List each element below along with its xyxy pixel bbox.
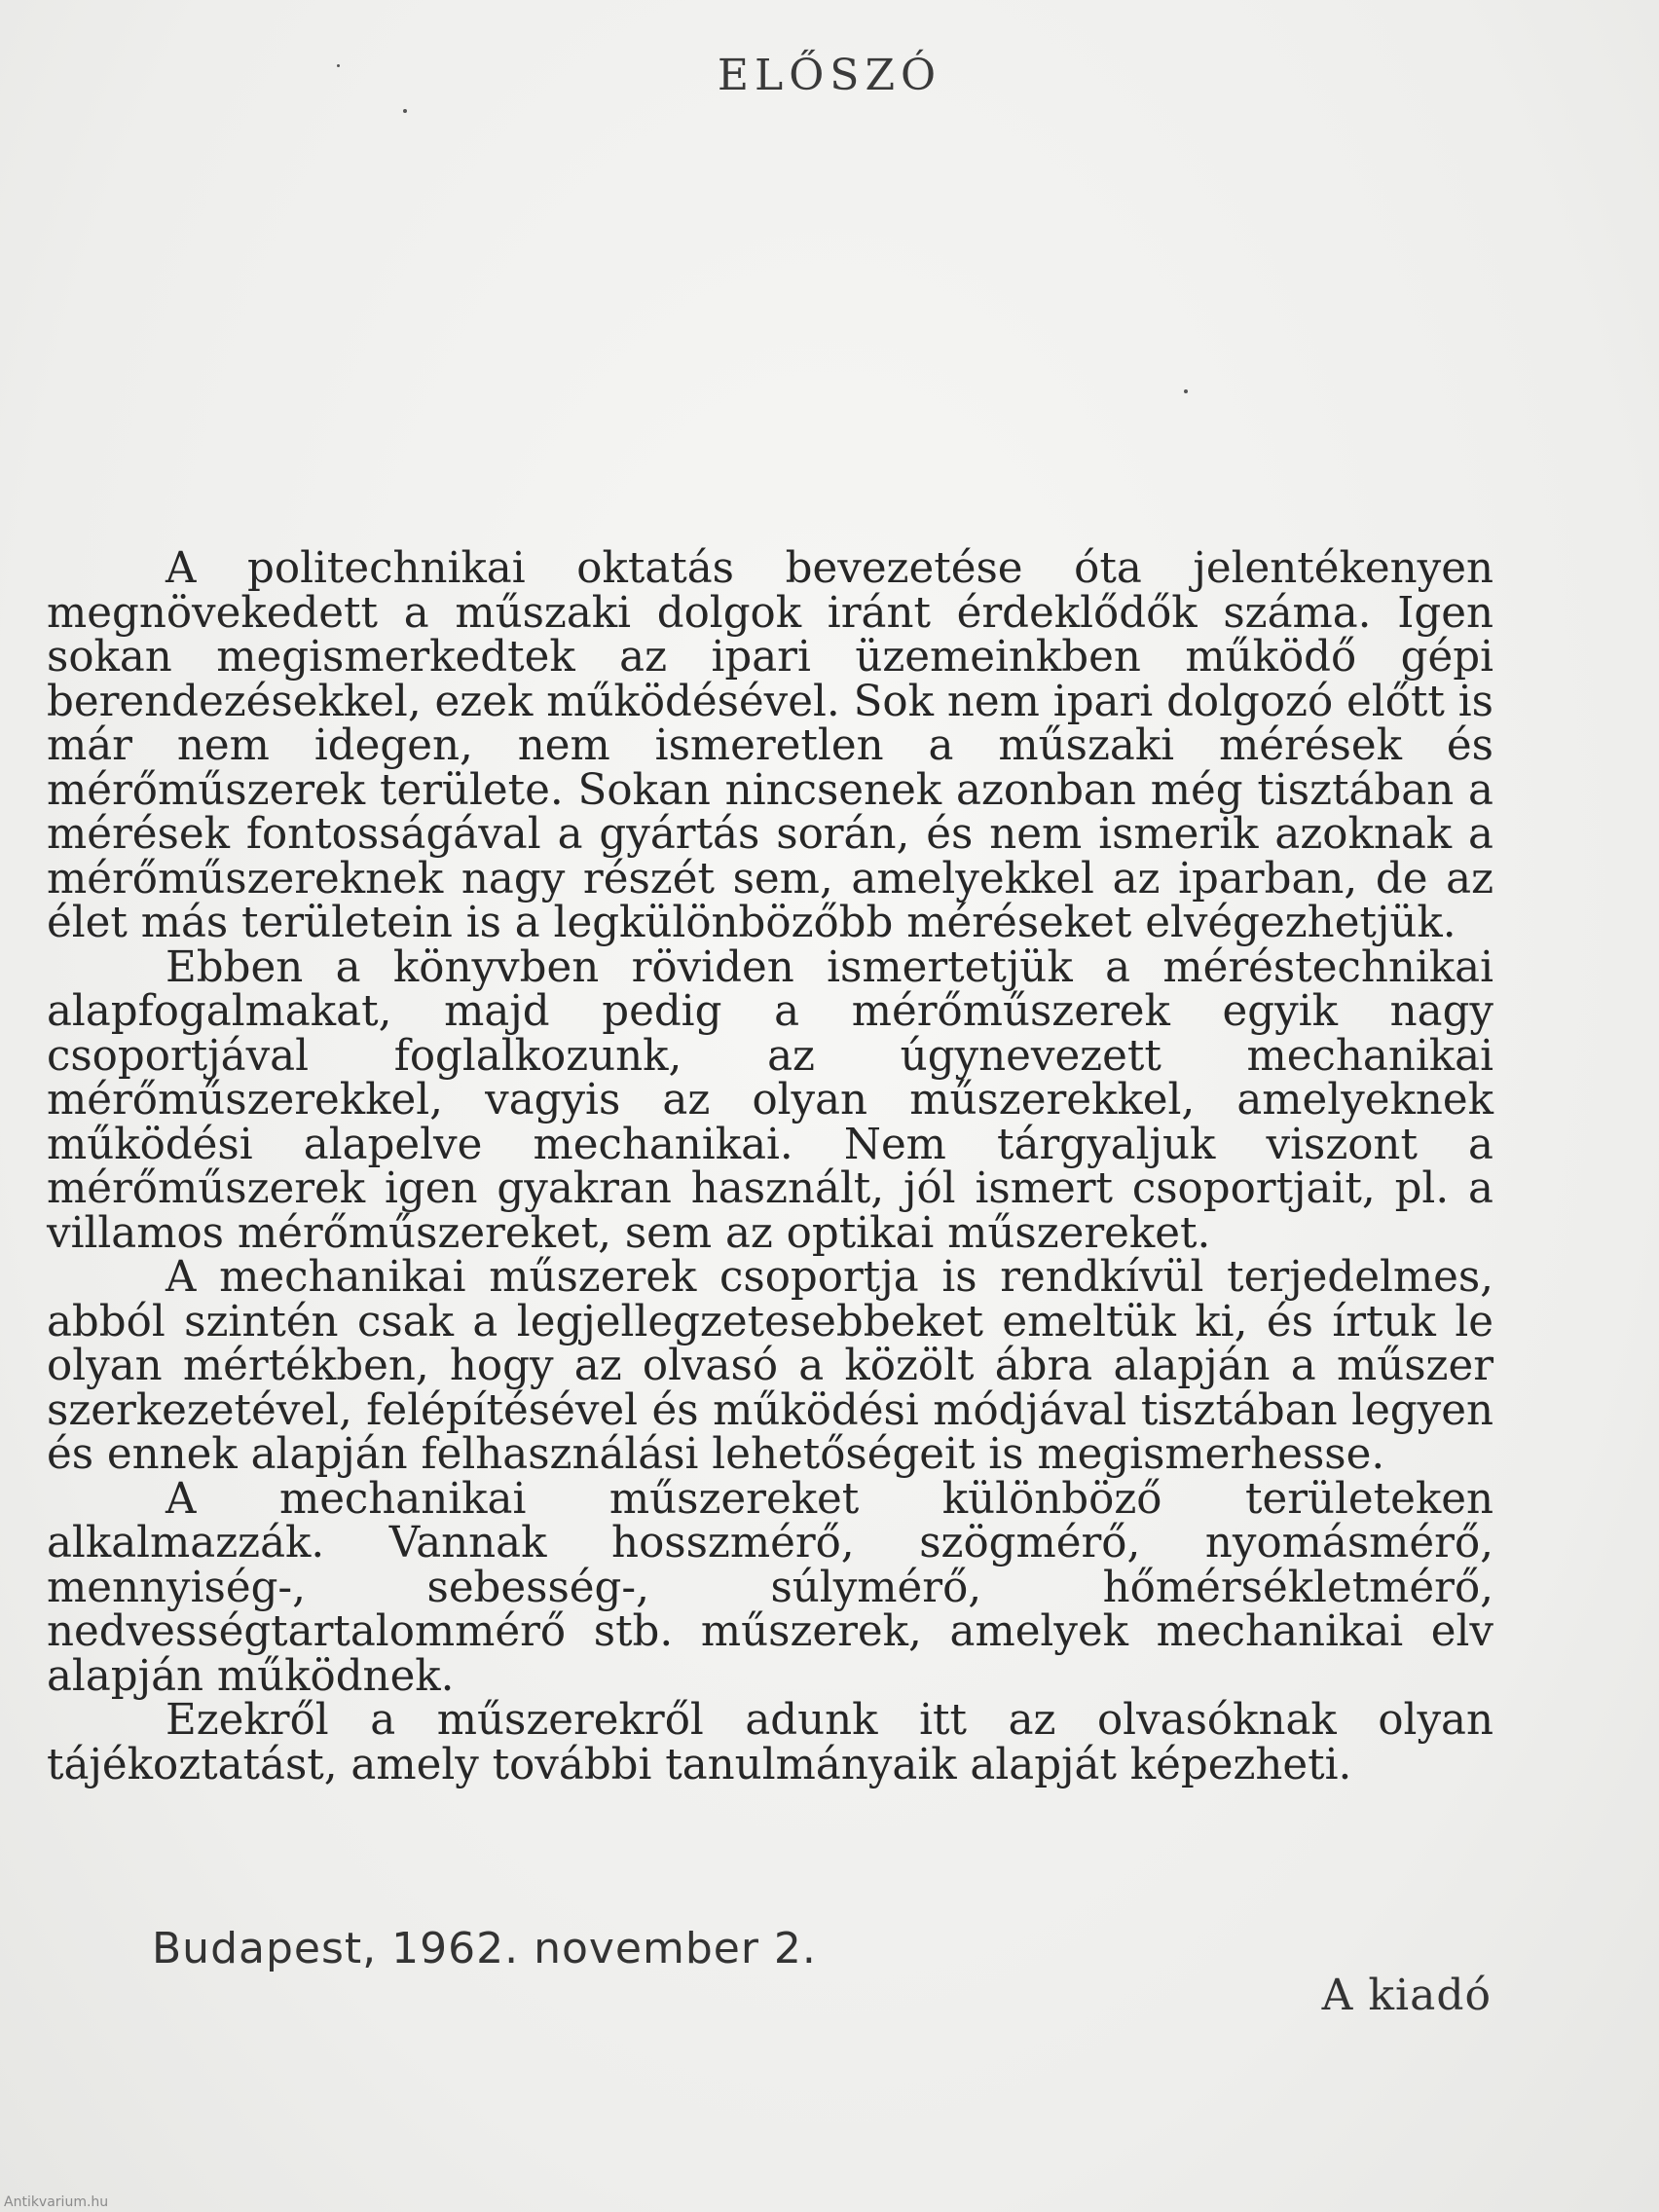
paragraph-2: Ebben a könyvben röviden ismertetjük a méréstechnikai alapfogalmakat, majd pedig a mérőműszerek egyik nagy csoportjával foglalkozunk, az úgynevezett mechanikai mérőműszerekkel, vagyis az olyan műszerekkel, amelyeknek működési alapelve mechanikai. Nem tárgyaljuk viszont a mérőműszerek igen gyakran használt, jól ismert csoportjait, pl. a villamos mérőműszereket, sem az optikai műszereket. bbox=[47, 942, 1493, 1258]
print-speck bbox=[403, 109, 407, 113]
date-line: Budapest, 1962. november 2. bbox=[152, 1924, 817, 1973]
foreword-body bbox=[47, 544, 1493, 1789]
print-speck bbox=[1184, 389, 1188, 393]
page-title: ELŐSZÓ bbox=[717, 51, 942, 100]
watermark: Antikvarium.hu bbox=[4, 2194, 109, 2210]
paragraph-4: A mechanikai műszereket különböző területeken alkalmazzák. Vannak hosszmérő, szögmérő, nyomásmérő, mennyiség-, sebesség-, súlymérő, hőmérsékletmérő, nedvességtartalommérő stb. műszerek, amelyek mechanikai elv alapján működnek. bbox=[47, 1474, 1493, 1701]
paragraph-1: A politechnikai oktatás bevezetése óta jelentékenyen megnövekedett a műszaki dolgok iránt érdeklődők száma. Igen sokan megismerkedtek az ipari üzemeinkben működő gépi berendezésekkel, ezek működésével. Sok nem ipari dolgozó előtt is már nem idegen, nem ismeretlen a műszaki mérések és mérőműszerek területe. Sokan nincsenek azonban még tisztában a mérések fontosságával a gyártás során, és nem ismerik azoknak a mérőműszereknek nagy részét sem, amelyekkel az iparban, de az élet más területein is a legkülönbözőbb méréseket elvégezhetjük. bbox=[47, 544, 1493, 947]
publisher-signature: A kiadó bbox=[1321, 1971, 1492, 2020]
paragraph-3: A mechanikai műszerek csoportja is rendkívül terjedelmes, abból szintén csak a legjellegzetesebbeket emeltük ki, és írtuk le olyan mértékben, hogy az olvasó a közölt ábra alapján a műszer szerkezetével, felépítésével és működési módjával tisztában legyen és ennek alapján felhasználási lehetőségeit is megismerhesse. bbox=[47, 1253, 1493, 1479]
paragraph-5: Ezekről a műszerekről adunk itt az olvasóknak olyan tájékoztatást, amely további tanulmányaik alapját képezheti. bbox=[47, 1696, 1493, 1789]
